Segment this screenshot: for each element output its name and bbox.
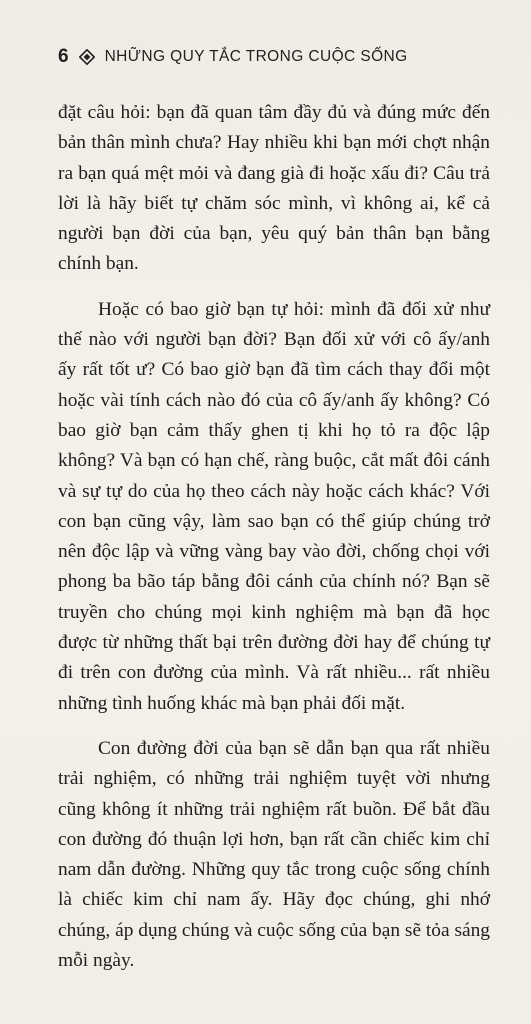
paragraph: Con đường đời của bạn sẽ dẫn bạn qua rất nhiều trải nghiệm, có những trải nghiệm tuyệt vời nhưng cũng không ít những trải nghiệm rất buồn. Để bắt đầu con đường đó thuận lợi hơn, bạn rất cần chiếc kim chỉ nam dẫn đường. Những quy tắc trong cuộc sống chính là chiếc kim chỉ nam ấy. Hãy đọc chúng, ghi nhớ chúng, áp dụng chúng và cuộc sống của bạn sẽ tỏa sáng mỗi ngày. bbox=[58, 737, 490, 972]
page-number: 6 bbox=[58, 46, 69, 67]
running-title: NHỮNG QUY TẮC TRONG CUỘC SỐNG bbox=[104, 48, 408, 65]
paragraph: Hoặc có bao giờ bạn tự hỏi: mình đã đối xử như thế nào với người bạn đời? Bạn đối xử với cô ấy/anh ấy rất tốt ư? Có bao giờ bạn đã tìm cách thay đổi một hoặc vài tính cách nào đó của cô ấy/anh ấy không? Có bao giờ bạn cảm thấy ghen tị khi họ tỏ ra độc lập không? Và bạn có hạn chế, ràng buộc, cắt mất đôi cánh và sự tự do của họ theo cách này hoặc cách khác? Với con bạn cũng vậy, làm sao bạn có thể giúp chúng trở nên độc lập và vững vàng bay vào đời, chống chọi với phong ba bão táp bằng đôi cánh của chính nó? Bạn sẽ truyền cho chúng mọi kinh nghiệm mà bạn đã học được từ những thất bại trên đường đời hay để chúng tự đi trên con đường của mình. Và rất nhiều... rất nhiều những tình huống khác mà bạn phải đối mặt. bbox=[58, 298, 490, 714]
body-text bbox=[58, 98, 490, 991]
page-header bbox=[58, 46, 408, 68]
diamond-ornament-icon bbox=[79, 49, 95, 65]
paragraph-continuation: đặt câu hỏi: bạn đã quan tâm đầy đủ và đúng mức đến bản thân mình chưa? Hay nhiều khi bạn mới chợt nhận ra bạn quá mệt mỏi và đang già đi hoặc xấu đi? Câu trả lời là hãy biết tự chăm sóc mình, vì không ai, kể cả người bạn đời của bạn, yêu quý bản thân bạn bằng chính bạn. bbox=[58, 102, 490, 275]
